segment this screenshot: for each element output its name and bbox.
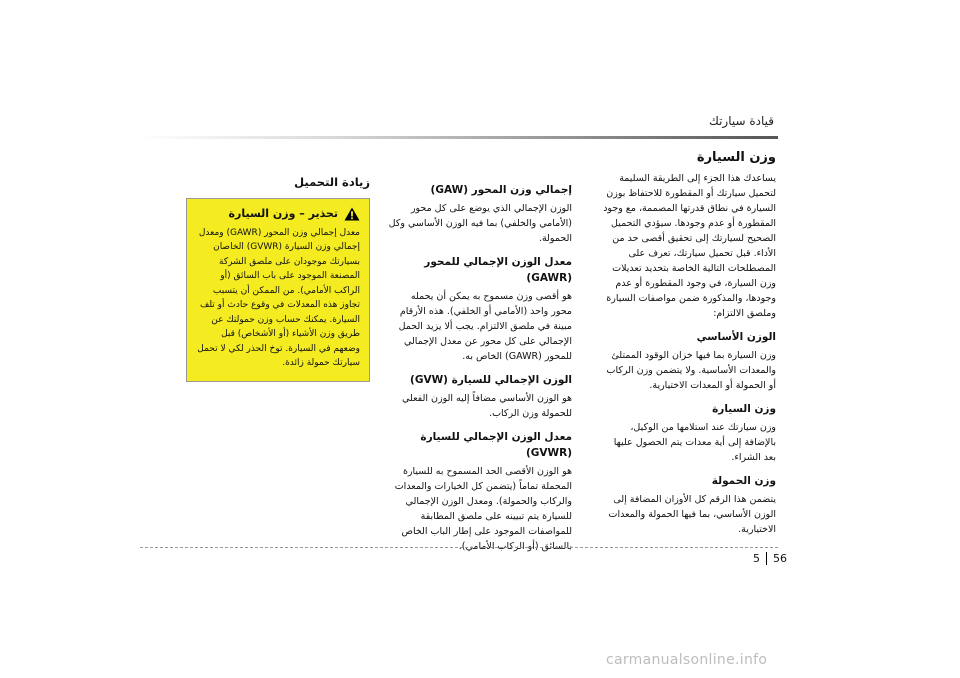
warning-triangle-icon <box>344 207 360 221</box>
page-number-divider <box>766 552 767 565</box>
watermark-text: carmanualsonline.info <box>606 652 768 668</box>
warning-heading: تحذير – وزن السيارة <box>228 207 338 220</box>
base-curb-weight-body: وزن السيارة بما فيها خزان الوقود الممتلئ والمعدات الأساسية. ولا يتضمن وزن الركاب أو الحمولة أو المعدات الاختيارية. <box>606 350 776 391</box>
gaw-body: الوزن الإجمالي الذي يوضع على كل محور (الأمامي والخلفي) بما فيه الوزن الأساسي وكل الحمولة. <box>388 203 572 244</box>
gvw-body: هو الوزن الأساسي مضافاً إليه الوزن الفعلي للحمولة وزن الركاب. <box>402 393 572 419</box>
middle-column <box>388 174 572 560</box>
warning-body: معدل إجمالي وزن المحور (GAWR) ومعدل إجمالي وزن السيارة (GVWR) الخاصان بسيارتك موجودان على ملصق الشركة المصنعة الموجود على باب السائق (أو الراكب الأمامي). من الممكن أن يتسبب تجاوز هذه المعدلات في وقوع حادث أو تلف السيارة. يمكنك حساب وزن حمولتك عن طريق وزن الأشياء (أو الأشخاص) قبل وضعهم في السيارة. توخ الحذر لكي لا تحمل سيارتك حمولة زائدة. <box>197 227 360 368</box>
vehicle-weight-title: وزن السيارة <box>696 150 776 165</box>
gvwr-body: هو الوزن الأقصى الحد المسموح به للسيارة المحملة تماماً (يتضمن كل الخيارات والمعدات والركاب والحمولة). ومعدل الوزن الإجمالي للسيارة يتم تبيينه على ملصق المطابقة للمواصفات الموجود على إطار الباب الخاص بالسائق (أو الركاب الأمامي). <box>394 466 572 552</box>
page-section-number: 5 <box>753 552 760 565</box>
warning-box <box>186 198 370 382</box>
footer-rule <box>140 547 778 548</box>
vehicle-curb-weight-title: وزن السيارة <box>712 403 776 415</box>
vehicle-curb-weight-body: وزن سيارتك عند استلامها من الوكيل، بالإضافة إلى أية معدات يتم الحصول عليها بعد الشراء. <box>613 422 776 463</box>
gaw-title: إجمالي وزن المحور (GAW) <box>430 184 572 196</box>
base-curb-weight-title: الوزن الأساسي <box>696 331 776 343</box>
gawr-body: هو أقصى وزن مسموح به يمكن أن يحمله محور واحد (الأمامي أو الخلفي). هذه الأرقام مبينة في ملصق الالتزام. يجب ألا يزيد الحمل الإجمالي على كل محور عن معدل الإجمالي للمحور (GAWR) الخاص به. <box>398 291 572 362</box>
gvwr-title: معدل الوزن الإجمالي للسيارة (GVWR) <box>420 431 572 459</box>
page-sub-number: 56 <box>773 552 787 565</box>
left-column <box>186 174 370 382</box>
gawr-title: معدل الوزن الإجمالي للمحور (GAWR) <box>424 256 572 284</box>
section-header: قيادة سيارتك <box>708 114 774 128</box>
overloading-title: زيادة التحميل <box>294 175 370 189</box>
header-rule <box>140 136 778 139</box>
right-column <box>600 150 776 543</box>
vehicle-weight-intro: يساعدك هذا الجزء إلى الطريقة السليمة لتحميل سيارتك أو المقطورة للاحتفاظ بوزن السيارة في نطاق قدرتها المصممة، مع وجود المقطورة أو عدم وجودها. سيؤدي التحميل الصحيح لسيارتك إلى تحقيق أقصى حد من الأداء. قبل تحميل سيارتك، تعرف على المصطلحات التالية الخاصة بتحديد تعديلات وزن السيارة، في وجود المقطورة أو عدم وجودها، والمذكورة ضمن مواصفات السيارة وملصق الالتزام: <box>603 173 776 319</box>
cargo-weight-title: وزن الحمولة <box>711 475 776 487</box>
cargo-weight-body: يتضمن هذا الرقم كل الأوزان المضافة إلى الوزن الأساسي، بما فيها الحمولة والمعدات الاختيارية. <box>608 494 776 535</box>
warning-header <box>196 207 360 222</box>
page-number <box>753 552 787 565</box>
gvw-title: الوزن الإجمالي للسيارة (GVW) <box>410 374 572 386</box>
